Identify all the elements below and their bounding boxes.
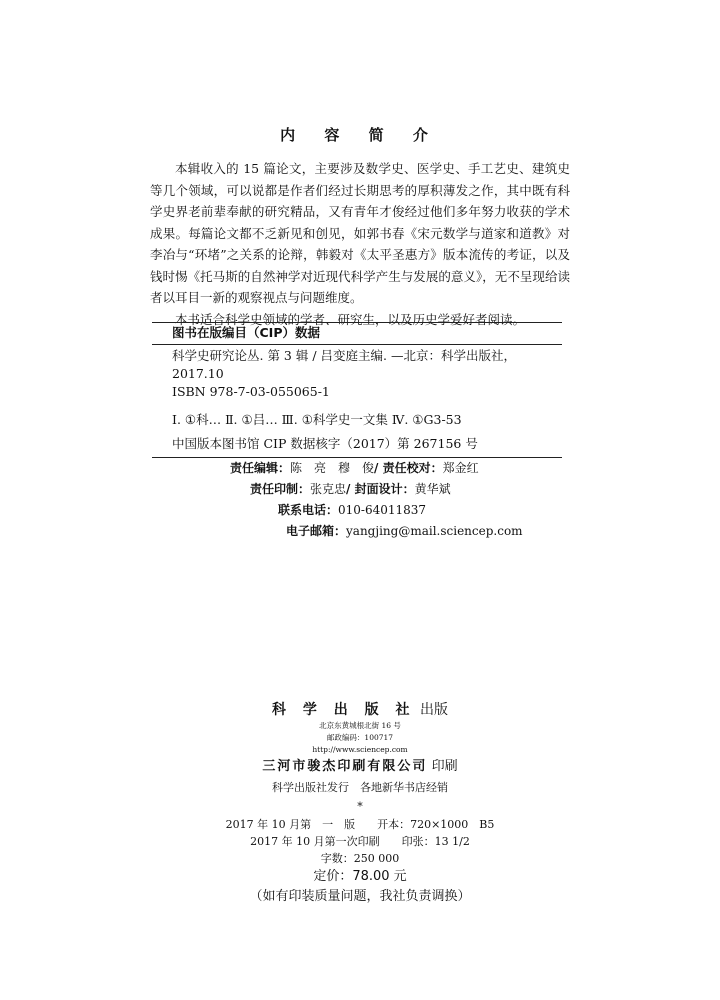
audience-paragraph: 本书适合科学史领域的学者、研究生，以及历史学爱好者阅读。 bbox=[175, 311, 526, 327]
editor-value: 陈 亮 穆 俊 bbox=[290, 461, 375, 475]
editor-label: 责任编辑： bbox=[230, 461, 291, 475]
separator-star: * bbox=[357, 800, 363, 813]
printing-label: 责任印制： bbox=[250, 482, 311, 496]
cip-isbn: ISBN 978-7-03-055065-1 bbox=[172, 384, 330, 399]
summary-title: 内 容 简 介 bbox=[280, 126, 440, 144]
word-count: 字数：250 000 bbox=[320, 852, 400, 865]
cip-data-box bbox=[152, 322, 562, 458]
quality-note: （如有印装质量问题，我社负责调换） bbox=[249, 889, 471, 904]
edition-line: 2017 年 10 月第 一 版 开本：720×1000 B5 bbox=[225, 818, 495, 831]
printing-value: 张克忠 bbox=[310, 482, 347, 496]
credits-section bbox=[230, 458, 590, 542]
price: 定价：78.00 元 bbox=[313, 869, 407, 884]
printing-line: 2017 年 10 月第一次印刷 印张：13 1/2 bbox=[250, 835, 470, 848]
imprint-section bbox=[0, 700, 720, 907]
publisher-website: http://www.sciencep.com bbox=[312, 745, 408, 754]
cip-description-line: 科学史研究论丛. 第 3 辑 / 吕变庭主编. —北京：科学出版社， bbox=[172, 348, 516, 363]
summary-section bbox=[150, 158, 570, 330]
cip-heading: 图书在版编目（CIP）数据 bbox=[152, 323, 562, 345]
phone-value: 010-64011837 bbox=[338, 503, 427, 517]
email-label: 电子邮箱： bbox=[286, 524, 347, 538]
printer-line bbox=[0, 756, 720, 778]
email-row bbox=[230, 521, 590, 542]
phone-row bbox=[230, 500, 590, 521]
cip-description bbox=[152, 345, 562, 405]
proofreader-label: / 责任校对： bbox=[374, 461, 443, 475]
publisher-address: 北京东黄城根北街 16 号 bbox=[319, 721, 401, 730]
proofreader-value: 郑金红 bbox=[442, 461, 479, 475]
edition-info bbox=[0, 816, 720, 867]
phone-label: 联系电话： bbox=[278, 503, 339, 517]
publisher-line bbox=[0, 700, 720, 720]
publisher-postcode: 邮政编码：100717 bbox=[326, 733, 394, 742]
printing-row bbox=[230, 479, 590, 500]
printer-name: 三河市骏杰印刷有限公司 bbox=[262, 759, 428, 774]
design-value: 黄华斌 bbox=[414, 482, 451, 496]
cip-number: 中国版本图书馆 CIP 数据核字（2017）第 267156 号 bbox=[172, 436, 478, 451]
cip-classification: Ⅰ. ①科… Ⅱ. ①吕… Ⅲ. ①科学史一文集 Ⅳ. ①G3-53 bbox=[172, 412, 462, 427]
printer-suffix: 印刷 bbox=[431, 759, 458, 774]
summary-paragraph: 本辑收入的 15 篇论文，主要涉及数学史、医学史、手工艺史、建筑史等几个领域，可以说都是作者们经过长期思考的厚积薄发之作，其中既有科学史界老前辈奉献的研究精品，又有青年才俊经过他们多年努力收获的学术成果。每篇论文都不乏新见和创见，如郭书春《宋元数学与道家和道教》对李冶与“环堵”之关系的论辩，韩毅对《太平圣惠方》版本流传的考证，以及钱时惕《托马斯的自然神学对近现代科学产生与发展的意义》，无不呈现给读者以耳目一新的观察视点与问题维度。 bbox=[150, 161, 570, 305]
publisher-suffix: 出版 bbox=[419, 702, 448, 718]
email-value: yangjing@mail.sciencep.com bbox=[346, 524, 523, 538]
distribution-line: 科学出版社发行 各地新华书店经销 bbox=[272, 781, 448, 794]
design-label: / 封面设计： bbox=[346, 482, 415, 496]
cip-description-date: 2017.10 bbox=[172, 366, 224, 381]
publisher-name: 科 学 出 版 社 bbox=[272, 702, 416, 718]
editor-row bbox=[230, 458, 590, 479]
